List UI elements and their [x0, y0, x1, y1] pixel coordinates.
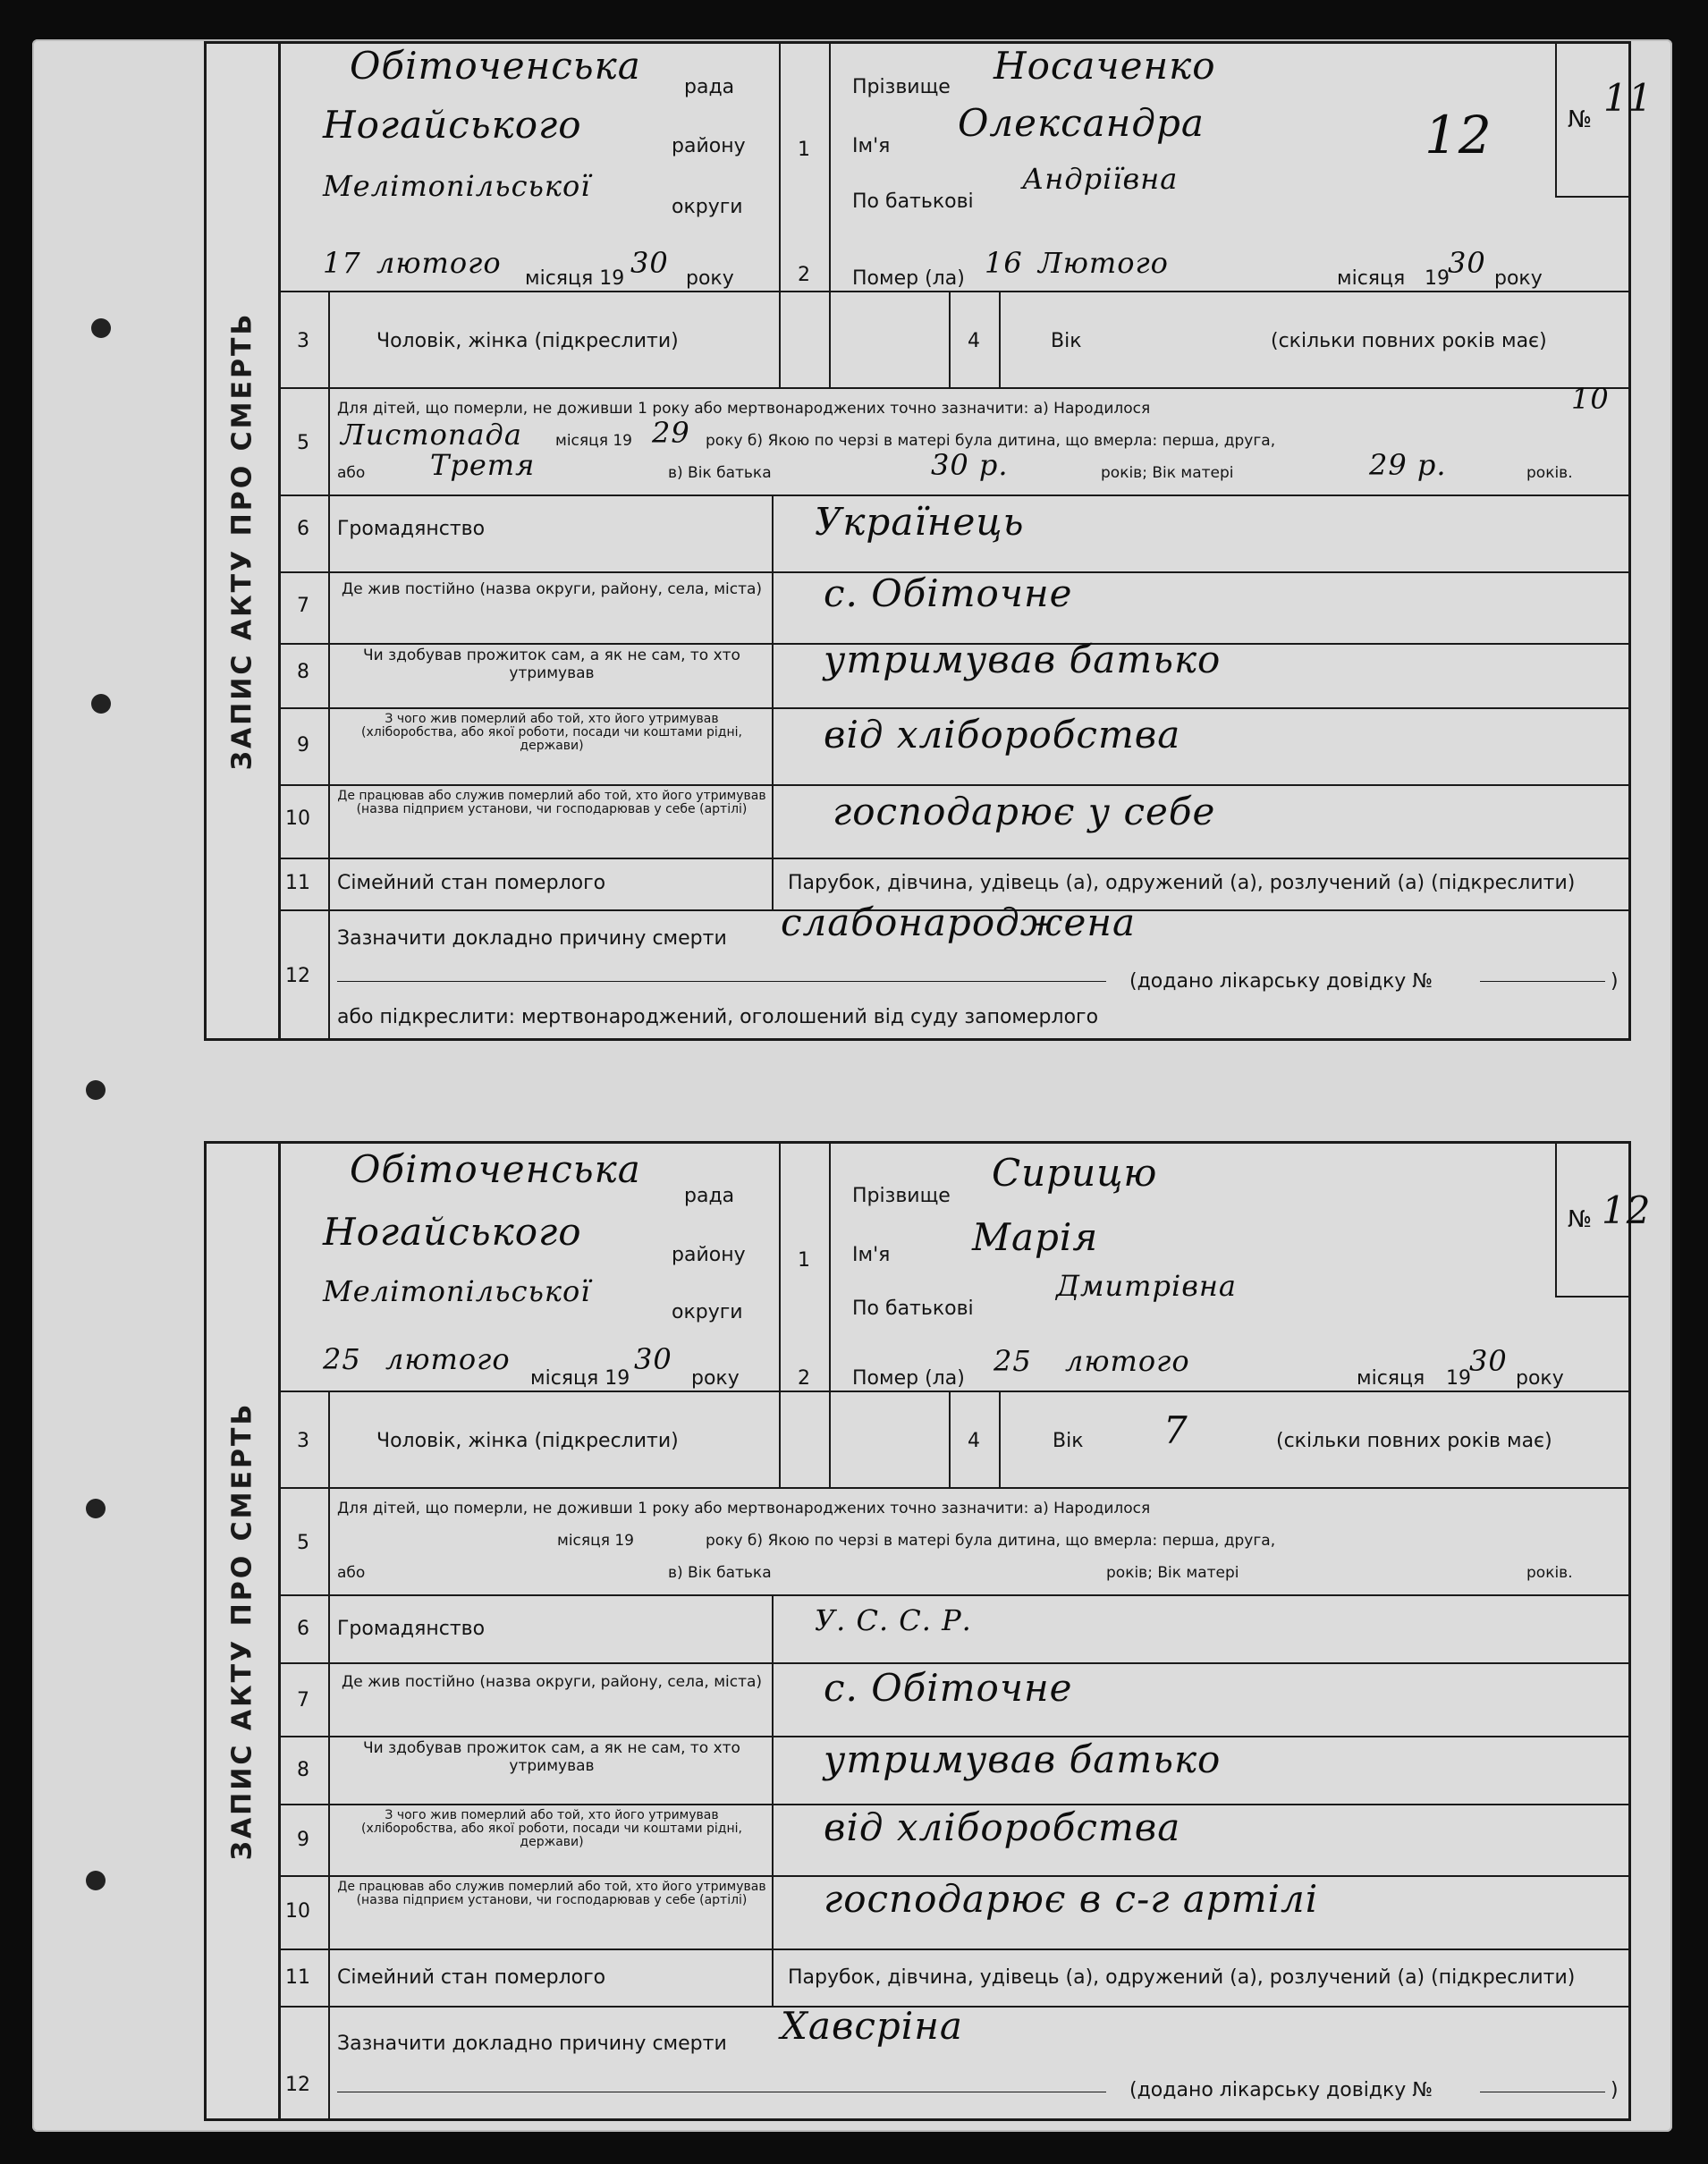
age-value: 7: [1163, 1408, 1188, 1452]
death-year: 30: [1469, 1344, 1508, 1378]
margin-note: 12: [1425, 105, 1492, 165]
punch-hole: [86, 1499, 106, 1518]
name-label: Ім'я: [852, 1244, 891, 1266]
surname-label: Прізвище: [852, 76, 951, 98]
death-month: Лютого: [1038, 246, 1169, 280]
death-day: 16: [985, 246, 1023, 280]
record-number-label: №: [1568, 1206, 1593, 1233]
reg-month-label: місяця 19: [530, 1367, 630, 1390]
record-number: 11: [1603, 76, 1653, 120]
patronymic-value: Дмитрівна: [1056, 1269, 1237, 1303]
workplace-value: господарює в с-г артілі: [824, 1877, 1319, 1921]
marital-label: Сімейний стан померлого: [337, 872, 606, 894]
citizenship-value: У. С. С. Р.: [815, 1603, 972, 1637]
punch-hole: [86, 1080, 106, 1100]
okrug-value: Мелітопільської: [323, 169, 591, 203]
sex-label: Чоловік, жінка (підкреслити): [376, 1430, 679, 1452]
source-label: З чого жив померлий або той, хто його утримував (хліборобства, або якої роботи, посади чи коштами рідні, держави): [361, 712, 742, 753]
age-label: Вік: [1053, 1430, 1084, 1452]
died-month-label: місяця: [1337, 267, 1406, 290]
surname-value: Носаченко: [994, 44, 1216, 88]
record-number-label: №: [1568, 106, 1593, 133]
father-age: 30 р.: [931, 448, 1009, 482]
age-suffix: (скільки повних років має): [1271, 330, 1547, 352]
doc-note: (додано лікарську довідку №: [1129, 970, 1433, 993]
infant-line1: Для дітей, що померли, не доживши 1 року або мертвонароджених точно зазначити: а) Народилося: [337, 1500, 1151, 1517]
raion-value: Ногайського: [323, 1210, 582, 1254]
stillborn-note: або підкреслити: мертвонароджений, оголошений від суду запомерлого: [337, 1006, 1099, 1028]
punch-hole: [91, 694, 111, 714]
okrug-label: округи: [672, 1301, 743, 1323]
rada-label: рада: [684, 1185, 735, 1207]
okrug-label: округи: [672, 196, 743, 218]
residence-value: с. Обіточне: [824, 571, 1073, 615]
workplace-label: Де працював або служив померлий або той, хто його утримував (назва підприєм установи, чи господарював у себе (артілі): [337, 1880, 766, 1907]
workplace-value: господарює у себе: [833, 790, 1216, 833]
reg-year: 30: [630, 246, 669, 280]
side-title: ЗАПИС АКТУ ПРО СМЕРТЬ: [207, 1144, 281, 2118]
source-label: З чого жив померлий або той, хто його утримував (хліборобства, або якої роботи, посади чи коштами рідні, держави): [361, 1808, 742, 1849]
workplace-label: Де працював або служив померлий або той, хто його утримував (назва підприєм установи, чи господарював у себе (артілі): [337, 789, 766, 816]
marital-options: Парубок, дівчина, удівець (а), одружений (а), розлучений (а) (підкреслити): [788, 872, 1576, 894]
cause-value: Хавсріна: [781, 2004, 963, 2048]
death-record-form-1: ЗАПИС АКТУ ПРО СМЕРТЬ Обіточенська рада Ногайського району Мелітопільської округи 17 лютого місяця 19 30 року 1 2 Прізвище Носаченко Ім'я Олександра По батькові Андріївна 12 № 11 Помер (ла) 16 Лютого місяця 19 30 року 3 Чоловік, жінка (підкреслити) 4 Вік (скільки повних років має) 5 Для дітей, що померли, не доживши 1 року або мертвонароджених точно зазначити: а) Народилося 10 Листопада місяця 19 29 року б) Якою по черзі в матері була дитина, що вмерла: перша, друга, або Третя в) Вік батька 30 р. років; Вік матері 29 р. років. 6 Громадянство Українець 7 Де жив постійно (назва округи, району, села, міста) с. Обіточне 8 Чи здобував прожиток сам, а як не сам, то хто утримував утримував батько 9 З чого жив померлий або той, хто його утримував (хліборобства, або якої роботи, посади чи коштами рідні, держави) від хліборобства 10 Де працював або служив померлий або той, хто його утримував (назва підприєм установи, чи господарював у себе (артілі) господарює у себе 11 Сімейний стан померлого Парубок, дівчина, удівець (а), одружений (а), розлучений (а) (підкреслити) 12 Зазначити докладно причину смерти слабонароджена (додано лікарську довідку № ) або підкреслити: мертвонароджений, оголошений від суду запомерлого: [204, 41, 1631, 1041]
source-value: від хліборобства: [824, 1805, 1181, 1849]
born-month: Листопада: [341, 418, 522, 452]
surname-value: Сирицю: [992, 1151, 1158, 1195]
doc-note: (додано лікарську довідку №: [1129, 2079, 1433, 2101]
citizenship-value: Українець: [815, 500, 1025, 544]
name-label: Ім'я: [852, 135, 891, 157]
residence-value: с. Обіточне: [824, 1666, 1073, 1710]
name-value: Марія: [972, 1215, 1099, 1259]
reg-month: лютого: [376, 246, 502, 280]
cause-label: Зазначити докладно причину смерти: [337, 2033, 727, 2055]
record-number: 12: [1602, 1188, 1652, 1232]
died-label: Помер (ла): [852, 267, 965, 290]
reg-year-label: року: [686, 267, 734, 290]
patronymic-label: По батькові: [852, 190, 974, 213]
child-order: Третя: [430, 448, 536, 482]
death-month: лютого: [1065, 1344, 1190, 1378]
source-value: від хліборобства: [824, 713, 1181, 757]
age-label: Вік: [1051, 330, 1082, 352]
cause-value: слабонароджена: [781, 900, 1137, 944]
surname-label: Прізвище: [852, 1185, 951, 1207]
name-value: Олександра: [958, 101, 1205, 145]
infant-line1: Для дітей, що померли, не доживши 1 року або мертвонароджених точно зазначити: а) Народилося: [337, 400, 1151, 418]
death-record-form-2: ЗАПИС АКТУ ПРО СМЕРТЬ Обіточенська рада Ногайського району Мелітопільської округи 25 лютого місяця 19 30 року 1 2 Прізвище Сирицю Ім'я Марія По батькові Дмитрівна № 12 Помер (ла) 25 лютого місяця 19 30 року 3 Чоловік, жінка (підкреслити) 4 Вік 7 (скільки повних років має) 5 Для дітей, що померли, не доживши 1 року або мертвонароджених точно зазначити: а) Народилося місяця 19 року б) Якою по черзі в матері була дитина, що вмерла: перша, друга, або в) Вік батька років; Вік матері років. 6 Громадянство У. С. С. Р. 7 Де жив постійно (назва округи, району, села, міста) с. Обіточне 8 Чи здобував прожиток сам, а як не сам, то хто утримував утримував батько 9 З чого жив померлий або той, хто його утримував (хліборобства, або якої роботи, посади чи коштами рідні, держави) від хліборобства 10 Де працював або служив померлий або той, хто його утримував (назва підприєм установи, чи господарював у себе (артілі) господарює в с-г артілі 11 Сімейний стан померлого Парубок, дівчина, удівець (а), одружений (а), розлучений (а) (підкреслити) 12 Зазначити докладно причину смерти Хавсріна (додано лікарську довідку № ): [204, 1141, 1631, 2121]
rada-value: Обіточенська: [350, 1147, 641, 1191]
patronymic-value: Андріївна: [1022, 162, 1179, 196]
mother-age: 29 р.: [1369, 448, 1447, 482]
okrug-value: Мелітопільської: [323, 1274, 591, 1308]
reg-day: 25: [323, 1342, 361, 1376]
died-month-label: місяця: [1357, 1367, 1425, 1390]
reg-month-label: місяця 19: [525, 267, 625, 290]
cause-label: Зазначити докладно причину смерти: [337, 927, 727, 950]
residence-label: Де жив постійно (назва округи, району, села, міста): [341, 580, 763, 598]
citizenship-label: Громадянство: [337, 518, 486, 540]
rada-value: Обіточенська: [350, 44, 641, 88]
death-year: 30: [1448, 246, 1486, 280]
sex-label: Чоловік, жінка (підкреслити): [376, 330, 679, 352]
raion-label: району: [672, 135, 746, 157]
supported-value: утримував батько: [824, 1737, 1222, 1781]
rada-label: рада: [684, 76, 735, 98]
supported-label: Чи здобував прожиток сам, а як не сам, то хто утримував: [363, 647, 740, 682]
marital-options: Парубок, дівчина, удівець (а), одружений (а), розлучений (а) (підкреслити): [788, 1966, 1576, 1989]
raion-value: Ногайського: [323, 103, 582, 147]
born-year: 29: [652, 416, 690, 450]
raion-label: району: [672, 1244, 746, 1266]
died-label: Помер (ла): [852, 1367, 965, 1390]
supported-label: Чи здобував прожиток сам, а як не сам, то хто утримував: [363, 1739, 740, 1775]
punch-hole: [91, 318, 111, 338]
reg-month: лютого: [385, 1342, 511, 1376]
born-day: 10: [1571, 382, 1610, 416]
reg-day: 17: [323, 246, 361, 280]
residence-label: Де жив постійно (назва округи, району, села, міста): [341, 1673, 763, 1691]
death-day: 25: [994, 1344, 1032, 1378]
supported-value: утримував батько: [824, 638, 1222, 681]
reg-year-label: року: [691, 1367, 740, 1390]
patronymic-label: По батькові: [852, 1298, 974, 1320]
reg-year: 30: [634, 1342, 672, 1376]
citizenship-label: Громадянство: [337, 1618, 486, 1640]
age-suffix: (скільки повних років має): [1276, 1430, 1552, 1452]
punch-hole: [86, 1871, 106, 1890]
side-title: ЗАПИС АКТУ ПРО СМЕРТЬ: [207, 44, 281, 1038]
marital-label: Сімейний стан померлого: [337, 1966, 606, 1989]
